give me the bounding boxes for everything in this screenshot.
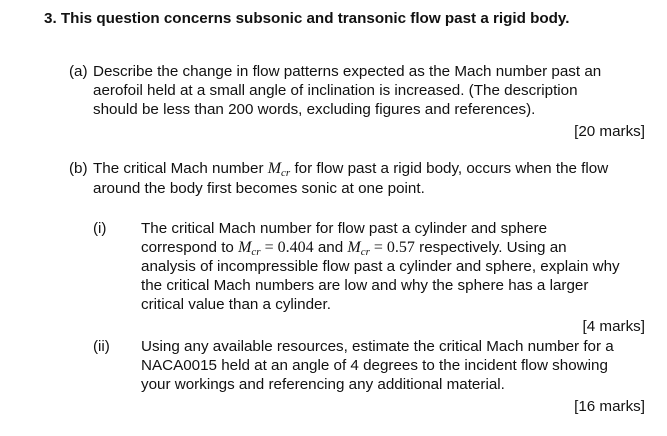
mcr-cylinder-m: M bbox=[238, 239, 252, 256]
sub-ii-line-2: NACA0015 held at an angle of 4 degrees to the incident flow showing bbox=[141, 357, 608, 374]
part-a-label: (a) bbox=[69, 63, 88, 80]
mcr-symbol bbox=[268, 160, 291, 177]
sub-ii-marks: [16 marks] bbox=[574, 398, 645, 415]
mcr-cylinder-symbol bbox=[238, 239, 261, 256]
sub-i-label: (i) bbox=[93, 220, 107, 237]
sub-ii-line-1: Using any available resources, estimate the critical Mach number for a bbox=[141, 338, 614, 355]
mcr-symbol-m: M bbox=[267, 160, 282, 177]
question-number: 3. bbox=[44, 10, 57, 27]
part-b-line-2: around the body first becomes sonic at one point. bbox=[93, 180, 425, 197]
part-a-marks: [20 marks] bbox=[574, 123, 645, 140]
mcr-cylinder-value: = 0.404 bbox=[260, 239, 314, 256]
sub-i-line-2-pre: correspond to bbox=[141, 239, 239, 256]
sub-i-marks: [4 marks] bbox=[582, 318, 645, 335]
sub-i-line-2-mid: and bbox=[313, 239, 348, 256]
sub-i-line-1: The critical Mach number for flow past a cylinder and sphere bbox=[141, 220, 548, 237]
mcr-sphere-value: = 0.57 bbox=[369, 239, 415, 256]
mcr-sphere-m: M bbox=[347, 239, 361, 256]
sub-ii-label: (ii) bbox=[93, 338, 110, 355]
mcr-sphere-sub: cr bbox=[360, 246, 370, 258]
part-a-line-1: Describe the change in flow patterns expected as the Mach number past an bbox=[93, 63, 602, 80]
sub-i-line-4: the critical Mach numbers are low and why the sphere has a larger bbox=[141, 277, 589, 294]
sub-i-line-5: critical value than a cylinder. bbox=[141, 296, 331, 313]
question-heading bbox=[44, 9, 569, 28]
mcr-cylinder-sub: cr bbox=[251, 246, 261, 258]
part-a-line-2: aerofoil held at a small angle of inclination is increased. (The description bbox=[93, 82, 578, 99]
part-a-line-3: should be less than 200 words, excluding figures and references). bbox=[93, 101, 536, 118]
part-b-line-1-pre: The critical Mach number bbox=[93, 160, 268, 177]
mcr-sphere-symbol bbox=[347, 239, 370, 256]
sub-i-line-3: analysis of incompressible flow past a cylinder and sphere, explain why bbox=[141, 258, 620, 275]
part-b-line-1-post: for flow past a rigid body, occurs when the flow bbox=[290, 160, 609, 177]
sub-i-line-2-post: respectively. Using an bbox=[414, 239, 567, 256]
question-title: This question concerns subsonic and transonic flow past a rigid body. bbox=[60, 10, 570, 27]
sub-ii-line-3: your workings and referencing any additional material. bbox=[141, 376, 505, 393]
part-b-label: (b) bbox=[69, 160, 88, 177]
mcr-symbol-sub: cr bbox=[281, 167, 291, 179]
